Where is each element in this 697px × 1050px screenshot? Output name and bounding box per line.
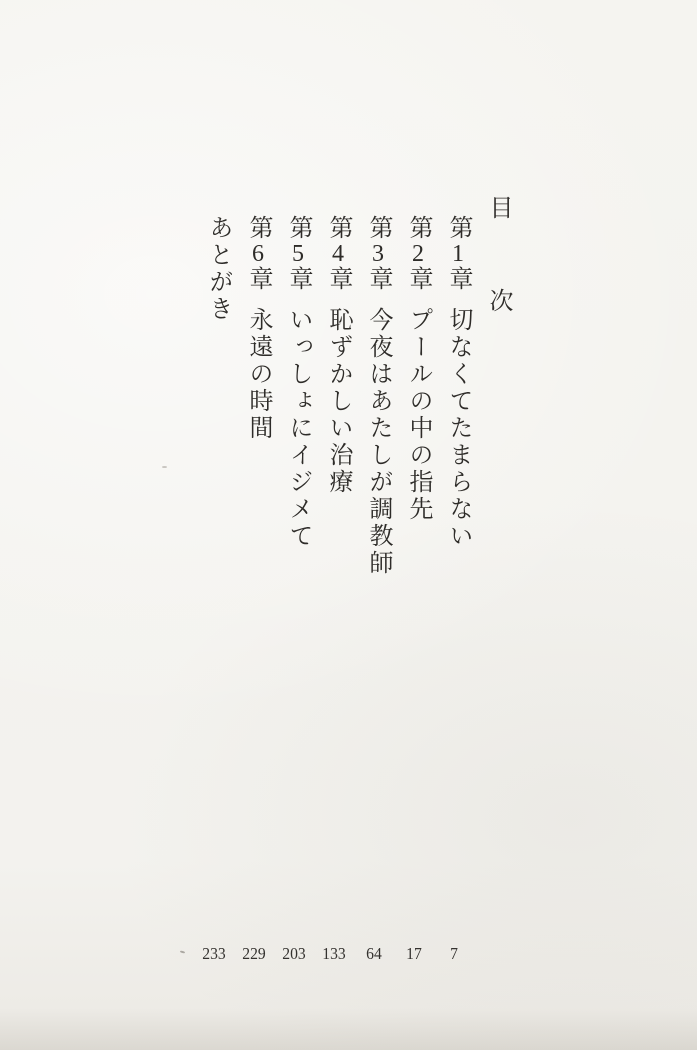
toc-entry-chapter-1 <box>438 195 478 635</box>
label-title-gap <box>258 293 259 307</box>
label-title-gap <box>338 293 339 307</box>
page-number-chapter-4: 133 <box>322 944 346 963</box>
page-number-row <box>194 944 474 964</box>
label-title-gap <box>458 293 459 307</box>
toc-entry-chapter-3 <box>358 195 398 635</box>
page-number-chapter-1: 7 <box>450 944 458 963</box>
page-number-chapter-3: 64 <box>366 944 382 963</box>
scan-speck <box>180 950 185 953</box>
toc-heading <box>478 195 518 635</box>
page-number-afterword: 233 <box>202 944 226 963</box>
page-number-chapter-5: 203 <box>282 944 306 963</box>
chapter-label: 第4章 <box>325 215 351 293</box>
chapter-title: プールの中の指先 <box>405 307 431 523</box>
toc-entry-chapter-4 <box>318 195 358 635</box>
label-title-gap <box>378 293 379 307</box>
chapter-label: 第1章 <box>445 215 471 293</box>
toc-vertical-block <box>198 195 518 635</box>
heading-gap <box>498 222 499 288</box>
heading-char-top: 目 <box>485 195 511 222</box>
toc-entry-chapter-2 <box>398 195 438 635</box>
toc-entry-chapter-5 <box>278 195 318 635</box>
label-title-gap <box>418 293 419 307</box>
chapter-title: 恥ずかしい治療 <box>325 307 351 496</box>
heading-char-bottom: 次 <box>485 288 511 315</box>
chapter-label: 第6章 <box>245 215 271 293</box>
chapter-title: 永遠の時間 <box>245 307 271 442</box>
page-number-chapter-2: 17 <box>406 944 422 963</box>
chapter-title: いっしょにイジメて <box>285 307 311 550</box>
toc-entry-chapter-6 <box>238 195 278 635</box>
label-title-gap <box>298 293 299 307</box>
chapter-label: 第3章 <box>365 215 391 293</box>
page-number-chapter-6: 229 <box>242 944 266 963</box>
chapter-title: 今夜はあたしが調教師 <box>365 307 391 577</box>
chapter-label: 第5章 <box>285 215 311 293</box>
toc-entry-afterword <box>198 195 238 635</box>
chapter-title: 切なくてたまらない <box>445 307 471 550</box>
scan-speck <box>162 466 167 468</box>
afterword-title: あとがき <box>205 215 231 323</box>
chapter-label: 第2章 <box>405 215 431 293</box>
